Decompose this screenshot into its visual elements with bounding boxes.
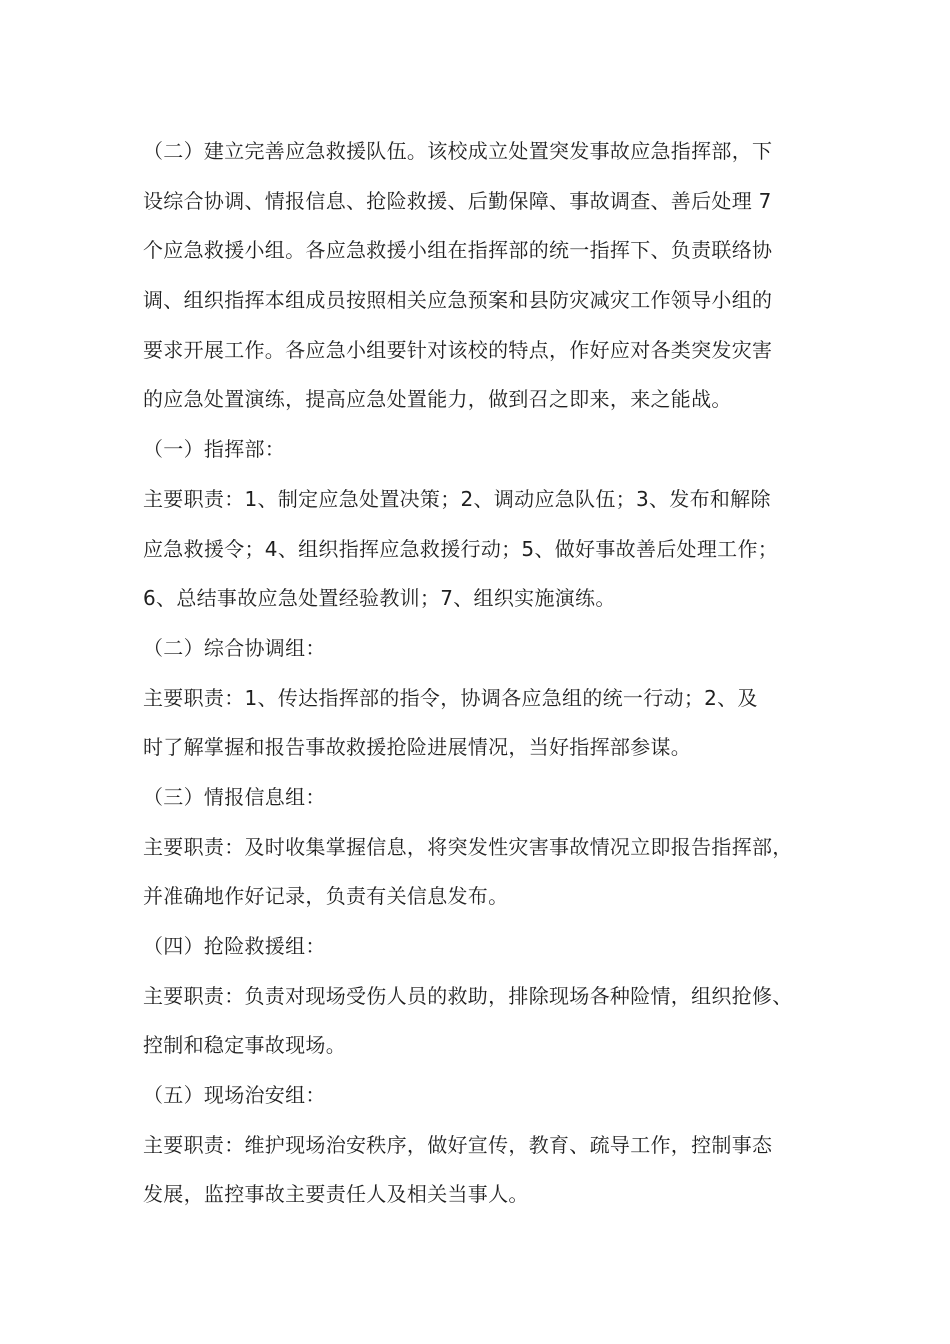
paragraph-line: 控制和稳定事故现场。 <box>143 1033 346 1058</box>
section-heading-command: （一）指挥部： <box>143 437 286 462</box>
paragraph-line: 的应急处置演练，提高应急处置能力，做到召之即来，来之能战。 <box>143 387 732 412</box>
section-heading-intelligence: （三）情报信息组： <box>143 784 326 809</box>
paragraph-line: 设综合协调、情报信息、抢险救援、后勤保障、事故调查、善后处理 7 <box>143 188 772 213</box>
paragraph-line: 时了解掌握和报告事故救援抢险进展情况，当好指挥部参谋。 <box>143 735 692 760</box>
paragraph-line: 要求开展工作。各应急小组要针对该校的特点，作好应对各类突发灾害 <box>143 337 773 362</box>
paragraph-line: 主要职责：1、制定应急处置决策；2、调动应急队伍；3、发布和解除 <box>143 486 771 511</box>
paragraph-line: 主要职责：1、传达指挥部的指令，协调各应急组的统一行动；2、及 <box>143 685 758 710</box>
paragraph-line: 并准确地作好记录，负责有关信息发布。 <box>143 884 509 909</box>
paragraph-line: 发展，监控事故主要责任人及相关当事人。 <box>143 1182 529 1207</box>
paragraph-line: 个应急救援小组。各应急救援小组在指挥部的统一指挥下、负责联络协 <box>143 238 773 263</box>
paragraph-line: 主要职责：及时收集掌握信息，将突发性灾害事故情况立即报告指挥部， <box>143 834 793 859</box>
paragraph-line: 调、组织指挥本组成员按照相关应急预案和县防灾减灾工作领导小组的 <box>143 288 773 313</box>
document-body <box>143 127 823 1220</box>
section-heading-coordination: （二）综合协调组： <box>143 635 326 660</box>
paragraph-line: 主要职责：负责对现场受伤人员的救助，排除现场各种险情，组织抢修、 <box>143 983 793 1008</box>
paragraph-line: 应急救援令；4、组织指挥应急救援行动；5、做好事故善后处理工作； <box>143 536 779 561</box>
section-heading-security: （五）现场治安组： <box>143 1083 326 1108</box>
paragraph-line: 主要职责：维护现场治安秩序，做好宣传，教育、疏导工作，控制事态 <box>143 1132 773 1157</box>
paragraph-line: （二）建立完善应急救援队伍。该校成立处置突发事故应急指挥部，下 <box>143 139 773 163</box>
section-heading-rescue: （四）抢险救援组： <box>143 934 326 958</box>
paragraph-line: 6、总结事故应急处置经验教训；7、组织实施演练。 <box>143 586 616 611</box>
